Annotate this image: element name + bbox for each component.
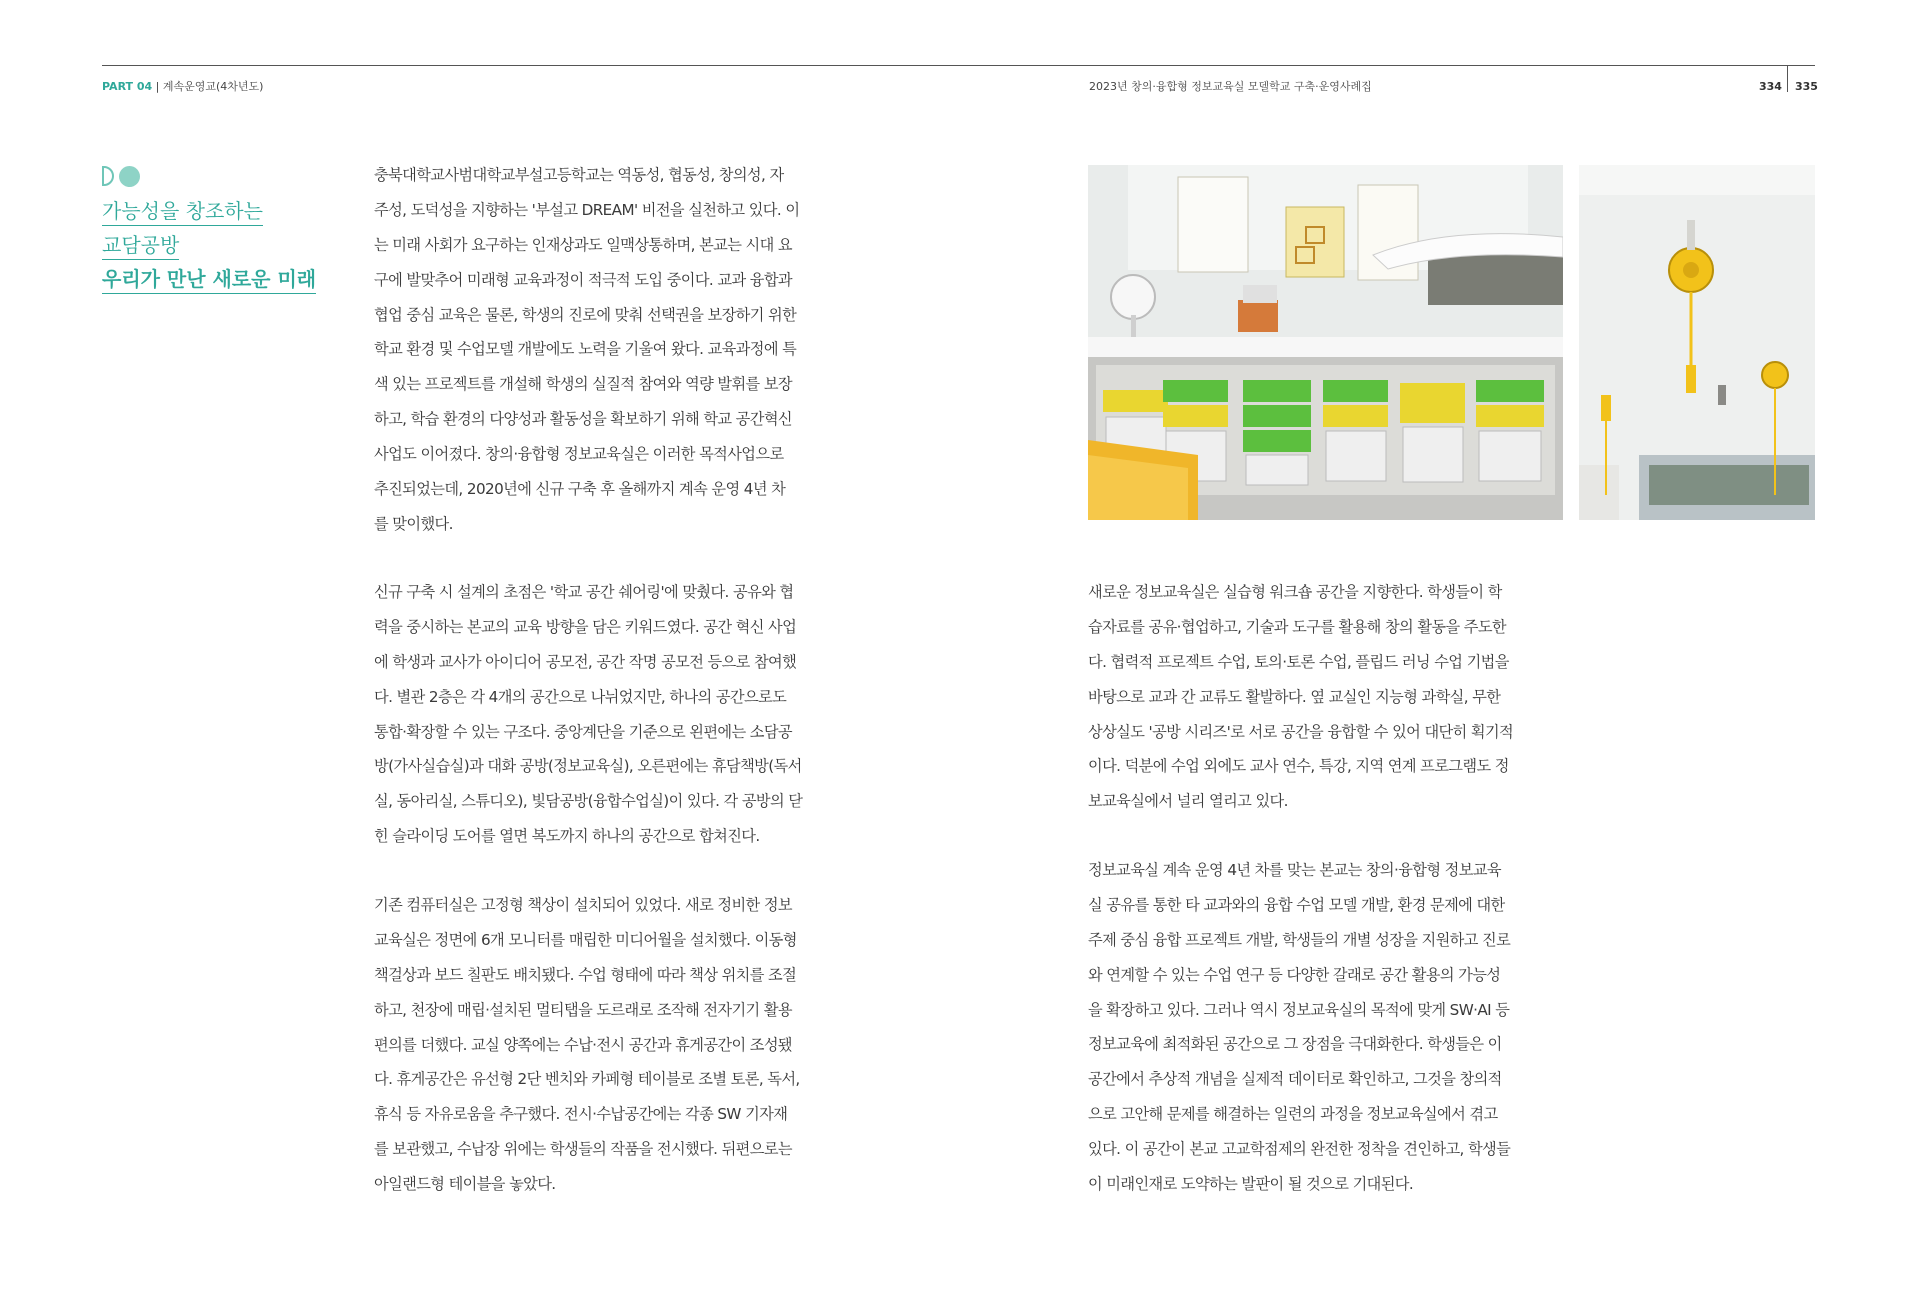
section-heading-line-2: 교담공방	[102, 232, 302, 260]
part-label: PART 04	[102, 80, 153, 93]
text-line: 을 확장하고 있다. 그러나 역시 정보교육실의 목적에 맞게 SW·AI 등	[1088, 1000, 1510, 1019]
running-header-title: 2023년 창의·융합형 정보교육실 모델학교 구축·운영사례집	[1089, 80, 1372, 93]
text-line: 바탕으로 교과 간 교류도 활발하다. 옆 교실인 지능형 과학실, 무한	[1088, 687, 1501, 706]
photo-storage-cabinet	[1088, 165, 1563, 520]
do-logo-d-shape	[102, 166, 114, 186]
text-line: 힌 슬라이딩 도어를 열면 복도까지 하나의 공간으로 합쳐진다.	[374, 827, 760, 846]
text-line: 사업도 이어졌다. 창의·융합형 정보교육실은 이러한 목적사업으로	[374, 445, 784, 464]
text-line: 주제 중심 융합 프로젝트 개발, 학생들의 개별 성장을 지원하고 진로	[1088, 930, 1511, 949]
text-line: 실 공유를 통한 타 교과와의 융합 수업 모델 개발, 환경 문제에 대한	[1088, 895, 1505, 914]
text-line: 보교육실에서 널리 열리고 있다.	[1088, 792, 1288, 811]
text-line: 공간에서 추상적 개념을 실제적 데이터로 확인하고, 그것을 창의적	[1088, 1070, 1502, 1089]
text-line: 충북대학교사범대학교부설고등학교는 역동성, 협동성, 창의성, 자	[374, 166, 784, 184]
text-line: 습자료를 공유·협업하고, 기술과 도구를 활용해 창의 활동을 주도한	[1088, 617, 1506, 636]
text-line: 편의를 더했다. 교실 양쪽에는 수납·전시 공간과 휴게공간이 조성됐	[374, 1035, 792, 1054]
text-line: 와 연계할 수 있는 수업 연구 등 다양한 갈래로 공간 활용의 가능성	[1088, 965, 1501, 984]
text-line: 이다. 덕분에 수업 외에도 교사 연수, 특강, 지역 연계 프로그램도 정	[1088, 757, 1509, 776]
text-line: 력을 중시하는 본교의 교육 방향을 담은 키워드였다. 공간 혁신 사업	[374, 617, 797, 636]
text-line: 실, 동아리실, 스튜디오), 빛담공방(융합수업실)이 있다. 각 공방의 닫	[374, 792, 803, 811]
text-line: 정보교육실 계속 운영 4년 차를 맞는 본교는 창의·융합형 정보교육	[1088, 861, 1501, 879]
text-line: 에 학생과 교사가 아이디어 공모전, 공간 작명 공모전 등으로 참여했	[374, 652, 797, 671]
text-line: 하고, 천장에 매립·설치된 멀티탭을 도르래로 조작해 전자기기 활용	[374, 1000, 792, 1019]
text-line: 구에 발맞추어 미래형 교육과정이 적극적 도입 중이다. 교과 융합과	[374, 270, 792, 289]
text-line: 는 미래 사회가 요구하는 인재상과도 일맥상통하며, 본교는 시대 요	[374, 235, 792, 254]
right-body-column	[1088, 575, 1546, 819]
section-label: | 계속운영교(4차년도)	[152, 80, 264, 93]
left-body-column-2	[374, 575, 832, 854]
text-line: 상상실도 '공방 시리즈'로 서로 공간을 융합할 수 있어 대단히 획기적	[1088, 722, 1514, 741]
text-line: 신규 구축 시 설계의 초점은 '학교 공간 쉐어링'에 맞췄다. 공유와 협	[374, 583, 794, 601]
text-line: 를 보관했고, 수납장 위에는 학생들의 작품을 전시했다. 뒤편으로는	[374, 1140, 792, 1159]
text-line: 방(가사실습실)과 대화 공방(정보교육실), 오른편에는 휴담책방(독서	[374, 757, 802, 776]
text-line: 으로 고안해 문제를 해결하는 일련의 과정을 정보교육실에서 겪고	[1088, 1105, 1498, 1124]
page-number-left: 334	[1759, 80, 1782, 93]
text-line: 있다. 이 공간이 본교 고교학점제의 완전한 정착을 견인하고, 학생들	[1088, 1140, 1511, 1159]
section-heading-line-1: 가능성을 창조하는	[102, 198, 302, 226]
text-line: 이 미래인재로 도약하는 발판이 될 것으로 기대된다.	[1088, 1175, 1414, 1194]
text-line: 아일랜드형 테이블을 놓았다.	[374, 1175, 556, 1194]
text-line: 교육실은 정면에 6개 모니터를 매립한 미디어월을 설치했다. 이동형	[374, 930, 797, 949]
text-line: 통합·확장할 수 있는 구조다. 중앙계단을 기준으로 왼편에는 소담공	[374, 722, 792, 741]
text-line: 다. 휴게공간은 유선형 2단 벤치와 카페형 테이블로 조별 토론, 독서,	[374, 1070, 800, 1089]
page-number-right: 335	[1795, 80, 1818, 93]
text-line: 추진되었는데, 2020년에 신규 구축 후 올해까지 계속 운영 4년 차	[374, 480, 786, 499]
text-line: 책걸상과 보드 칠판도 배치됐다. 수업 형태에 따라 책상 위치를 조절	[374, 965, 797, 984]
section-heading-line-3: 우리가 만난 새로운 미래	[102, 266, 302, 294]
text-line: 협업 중심 교육은 물론, 학생의 진로에 맞춰 선택권을 보장하기 위한	[374, 305, 797, 324]
running-header-left	[102, 80, 263, 94]
text-line: 다. 협력적 프로젝트 수업, 토의·토론 수업, 플립드 러닝 수업 기법을	[1088, 652, 1509, 671]
text-line: 를 맞이했다.	[374, 514, 453, 533]
header-rule	[102, 65, 1815, 66]
text-line: 기존 컴퓨터실은 고정형 책상이 설치되어 있었다. 새로 정비한 정보	[374, 896, 792, 914]
right-body-column-2	[1088, 853, 1546, 1202]
left-body-column-3	[374, 888, 832, 1202]
storage-cabinet-illustration	[1088, 165, 1563, 520]
text-line: 다. 별관 2층은 각 4개의 공간으로 나뉘었지만, 하나의 공간으로도	[374, 687, 787, 706]
text-line: 학교 환경 및 수업모델 개발에도 노력을 기울여 왔다. 교육과정에 특	[374, 340, 797, 359]
text-line: 휴식 등 자유로움을 추구했다. 전시·수납공간에는 각종 SW 기자재	[374, 1105, 788, 1124]
photo-ceiling-cord-reels	[1579, 165, 1815, 520]
text-line: 하고, 학습 환경의 다양성과 활동성을 확보하기 위해 학교 공간혁신	[374, 410, 792, 429]
cord-reel-illustration	[1579, 165, 1815, 520]
page-number-divider	[1787, 66, 1788, 92]
text-line: 새로운 정보교육실은 실습형 워크숍 공간을 지향한다. 학생들이 학	[1088, 583, 1502, 601]
text-line: 정보교육에 최적화된 공간으로 그 장점을 극대화한다. 학생들은 이	[1088, 1035, 1502, 1054]
left-body-column	[374, 158, 832, 542]
do-logo-o-shape	[119, 166, 140, 187]
text-line: 색 있는 프로젝트를 개설해 학생의 실질적 참여와 역량 발휘를 보장	[374, 375, 792, 394]
text-line: 주성, 도덕성을 지향하는 '부설고 DREAM' 비전을 실천하고 있다. 이	[374, 200, 800, 219]
